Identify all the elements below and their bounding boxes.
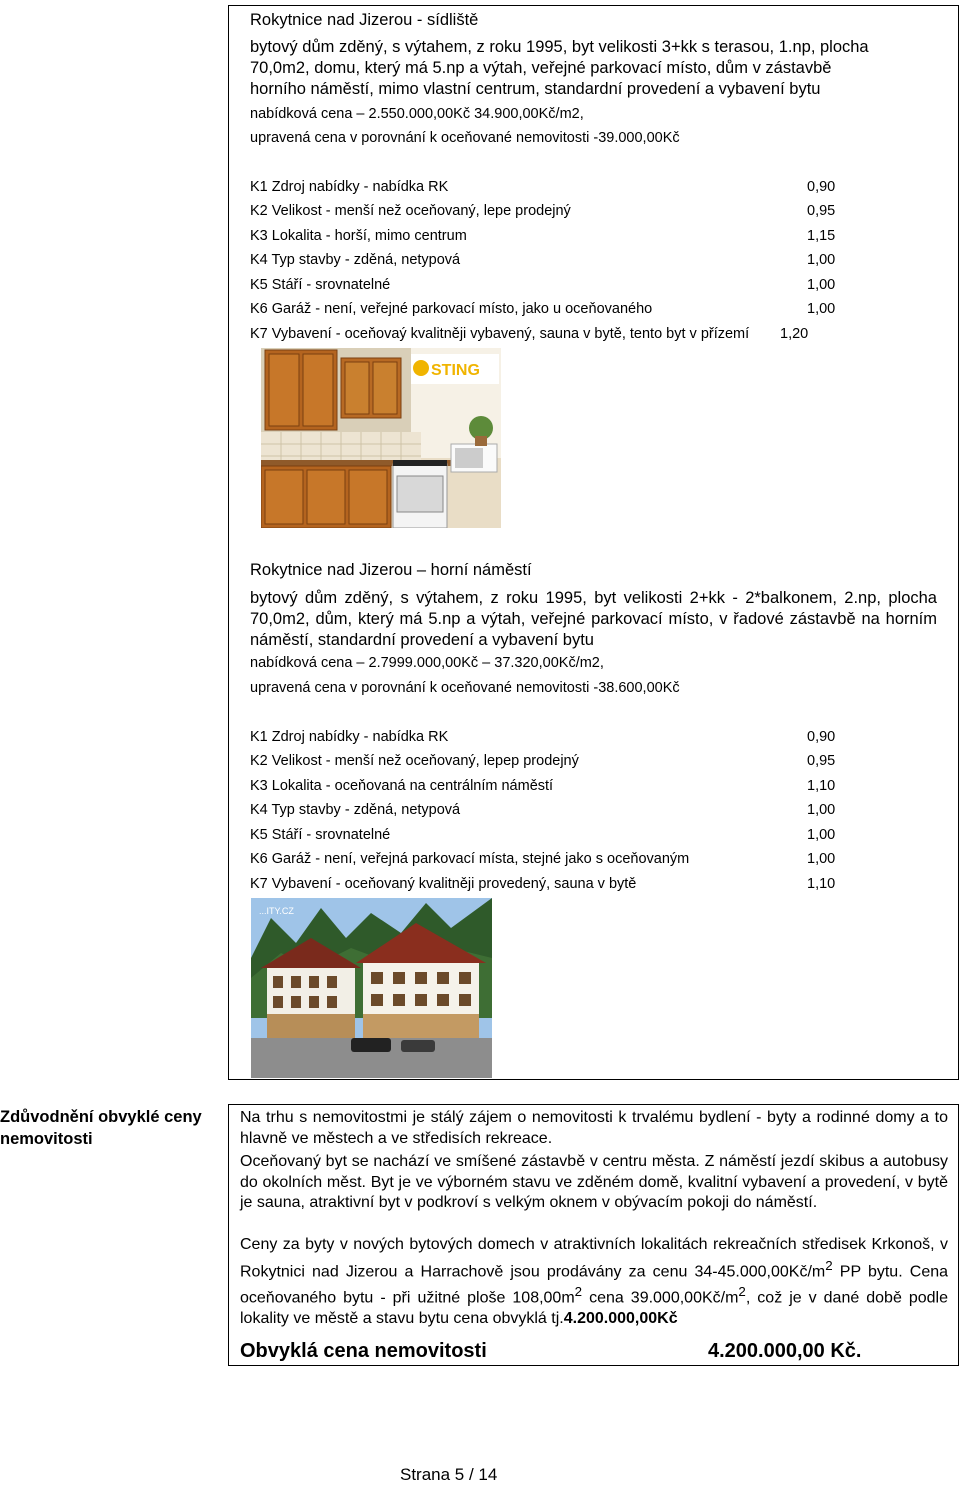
listing2-coef-row [250, 876, 850, 896]
coef-label: K6 Garáž - není, veřejné parkovací místo, jako u oceňovaného [250, 301, 653, 317]
coef-label: K4 Typ stavby - zděná, netypová [250, 802, 461, 818]
listing2-coef-row [250, 851, 850, 871]
coef-value: 0,95 [807, 753, 836, 769]
coef-value: 1,00 [807, 851, 836, 867]
listing1-desc-line3: horního náměstí, mimo vlastní centrum, standardní provedení a vybavení bytu [250, 80, 821, 98]
coef-value: 0,95 [807, 203, 836, 219]
listing1-coef-row [250, 203, 850, 223]
coef-label: K6 Garáž - není, veřejná parkovací místa, stejné jako s oceňovaným [250, 851, 690, 867]
coef-value: 1,00 [807, 802, 836, 818]
listing2-coef-row [250, 802, 850, 822]
building-photo [251, 898, 492, 1078]
p3-text-d: , což je v dané době podle lokality ve městě a stavu bytu cena obvyklá tj. [240, 1289, 948, 1328]
coef-value: 1,15 [807, 228, 836, 244]
coef-label: K7 Vybavení - oceňovaý kvalitněji vybavený, sauna v bytě, tento byt v přízemí [250, 326, 750, 342]
listing1-title: Rokytnice nad Jizerou - sídliště [250, 11, 479, 29]
coef-label: K3 Lokalita - horší, mimo centrum [250, 228, 467, 244]
coef-value: 1,00 [807, 277, 836, 293]
p3-text-c: cena 39.000,00Kč/m [582, 1289, 739, 1307]
coef-label: K1 Zdroj nabídky - nabídka RK [250, 179, 449, 195]
p3-text-a: Ceny za byty v nových bytových domech v atraktivních lokalitách rekreačních středisek Krkonoš, v Rokytnici nad Jizerou a Harrachově jsou prodávány za cenu 34-45.000,00Kč/m [240, 1236, 948, 1280]
listing2-coef-row [250, 778, 850, 798]
coef-label: K4 Typ stavby - zděná, netypová [250, 252, 461, 268]
p3-sup: 2 [825, 1257, 833, 1273]
p3-sup: 2 [574, 1284, 583, 1300]
justification-paragraph-1: Na trhu s nemovitostmi je stálý zájem o nemovitosti k trvalému bydlení - byty a rodinné domy a to hlavně ve městech a ve středisích rekreace. [240, 1109, 948, 1147]
listing2-description: bytový dům zděný, s výtahem, z roku 1995, byt velikosti 2+kk - 2*balkonem, 2.np, plocha 70,0m2, dům, který má 5.np a výtah, veřejné parkovací místo, v řadové zástavbě na horním náměstí, standardní provedení a vybavení bytu [250, 589, 937, 649]
page-number: Strana 5 / 14 [400, 1465, 498, 1484]
listing1-coef-row [250, 252, 850, 272]
listing2-coef-row [250, 827, 850, 847]
listing1-desc-line2: 70,0m2, domu, který má 5.np a výtah, veřejné parkovací místo, dům v zástavbě [250, 59, 832, 77]
listing1-adjusted-price: upravená cena v porovnání k oceňované nemovitosti -39.000,00Kč [250, 130, 680, 146]
listing1-desc-line1: bytový dům zděný, s výtahem, z roku 1995, byt velikosti 3+kk s terasou, 1.np, plocha [250, 38, 869, 56]
coef-label: K2 Velikost - menší než oceňovaný, lepe prodejný [250, 203, 571, 219]
listing2-adjusted-price: upravená cena v porovnání k oceňované nemovitosti -38.600,00Kč [250, 680, 680, 696]
justification-label: Zdůvodnění obvyklé ceny nemovitosti [0, 1108, 202, 1148]
listing1-coef-row [250, 301, 850, 321]
coef-label: K1 Zdroj nabídky - nabídka RK [250, 729, 449, 745]
coef-value: 0,90 [807, 179, 836, 195]
listing2-coef-row [250, 729, 850, 749]
listing2-title: Rokytnice nad Jizerou – horní náměstí [250, 561, 532, 579]
listing1-coef-row [250, 326, 850, 346]
justification-paragraph-3 [240, 1235, 948, 1330]
coef-label: K3 Lokalita - oceňovaná na centrálním náměstí [250, 778, 554, 794]
coef-value: 1,10 [807, 778, 836, 794]
coef-label: K7 Vybavení - oceňovaný kvalitněji provedený, sauna v bytě [250, 876, 637, 892]
coef-value: 1,20 [780, 326, 809, 342]
p3-sup: 2 [738, 1284, 746, 1300]
listing1-coef-row [250, 277, 850, 297]
final-price-value: 4.200.000,00 Kč. [708, 1340, 862, 1362]
coef-value: 0,90 [807, 729, 836, 745]
p3-text-b: PP bytu. Cena oceňovaného bytu - při užitné ploše 108,00m [240, 1262, 949, 1307]
photo-logo-text: STING [431, 362, 480, 379]
listing2-coef-row [250, 753, 850, 773]
photo-watermark-text: ...ITY.CZ [259, 906, 294, 916]
final-price-label: Obvyklá cena nemovitosti [240, 1340, 487, 1362]
coef-value: 1,00 [807, 827, 836, 843]
listing1-price: nabídková cena – 2.550.000,00Kč 34.900,00Kč/m2, [250, 106, 584, 122]
coef-value: 1,10 [807, 876, 836, 892]
kitchen-photo [261, 348, 501, 528]
coef-label: K5 Stáří - srovnatelné [250, 827, 391, 843]
justification-paragraph-2: Oceňovaný byt se nachází ve smíšené zástavbě v centru města. Z náměstí jezdí skibus a autobusy do okolních měst. Byt je ve výborném stavu ve zděném domě, kvalitní vybavení a provedení, v bytě je sauna, atraktivní byt v podkroví s velkým oknem v obývacím pokoji do náměstí. [240, 1153, 948, 1211]
listing2-price: nabídková cena – 2.7999.000,00Kč – 37.320,00Kč/m2, [250, 655, 604, 671]
listing1-coef-row [250, 179, 850, 199]
coef-value: 1,00 [807, 301, 836, 317]
coef-label: K5 Stáří - srovnatelné [250, 277, 391, 293]
coef-value: 1,00 [807, 252, 836, 268]
listing1-coef-row [250, 228, 850, 248]
p3-final-price: 4.200.000,00Kč [563, 1310, 678, 1328]
coef-label: K2 Velikost - menší než oceňovaný, lepep prodejný [250, 753, 579, 769]
